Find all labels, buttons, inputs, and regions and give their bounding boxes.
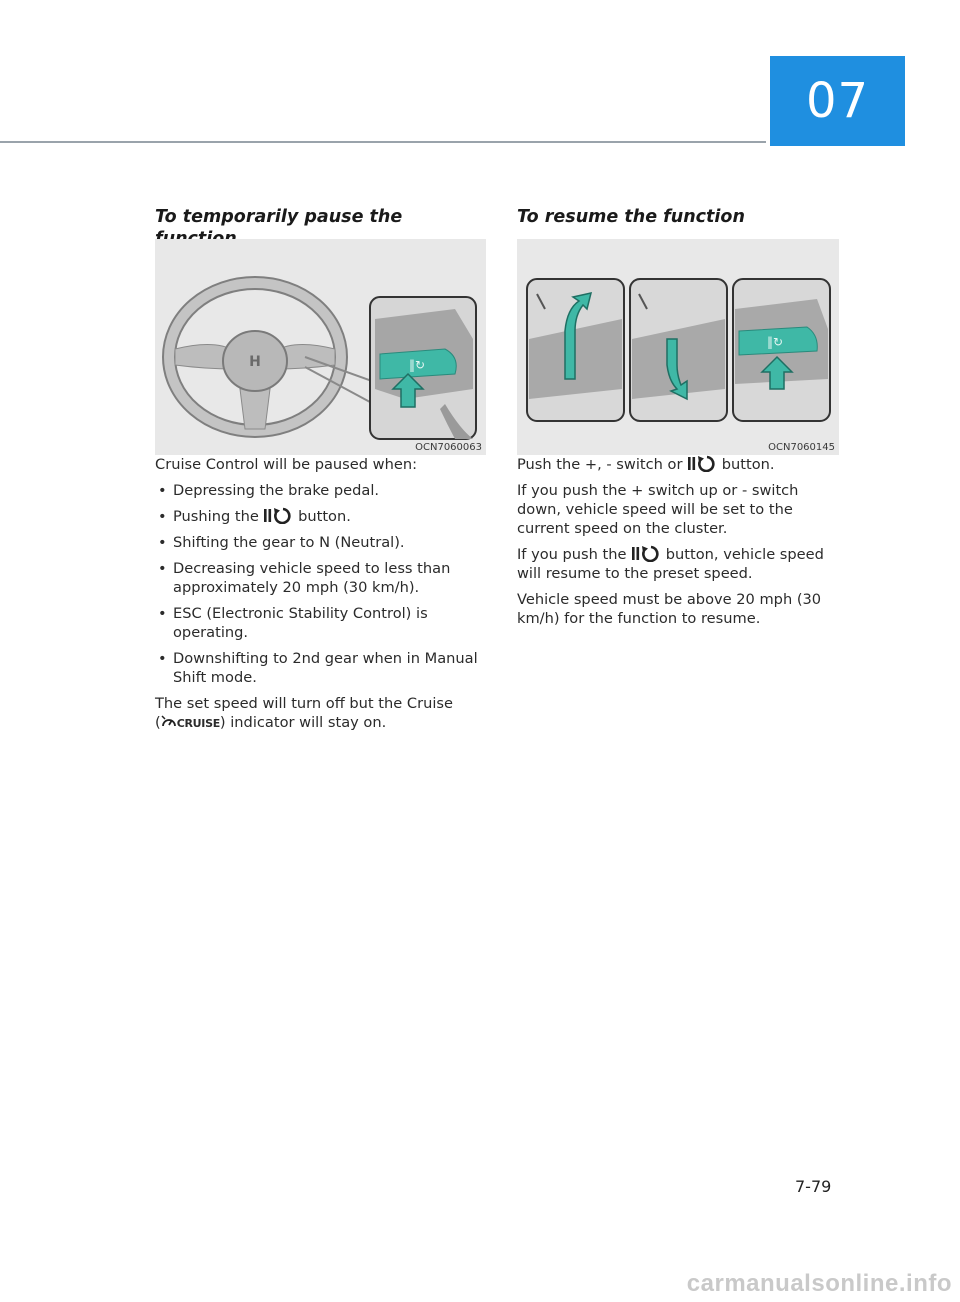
list-item: • Pushing the button. [158, 508, 351, 525]
list-item: • Decreasing vehicle speed to less than approximately 20 mph (30 km/h). [158, 560, 451, 596]
chapter-tab: 07 [770, 56, 905, 146]
list-item: • ESC (Electronic Stability Control) is operating. [158, 605, 428, 641]
figure-steering-wheel [155, 239, 486, 455]
svg-text:‖↻: ‖↻ [766, 335, 784, 349]
section-title-pause: To temporarily pause the [155, 207, 403, 227]
pause-resume-icon [263, 507, 293, 524]
pause-conditions-list [155, 481, 485, 687]
steering-wheel-illustration [155, 239, 486, 455]
intro-text: Cruise Control will be paused when: [155, 456, 417, 473]
resume-paragraph-2: If you push the + switch up or - switch down, vehicle speed will be set to the current speed on the cluster. [517, 482, 799, 537]
list-item: • Downshifting to 2nd gear when in Manual Shift mode. [158, 650, 478, 686]
list-item: • Shifting the gear to N (Neutral). [158, 534, 405, 551]
section-title-resume: To resume the function [517, 207, 745, 227]
right-column [517, 206, 839, 635]
header-rule [0, 141, 766, 143]
pause-resume-icon [687, 455, 717, 472]
resume-paragraph-3: If you push the button, vehicle speed will resume to the preset speed. [517, 546, 824, 582]
svg-text:H: H [249, 354, 261, 370]
watermark: carmanualsonline.info [686, 1270, 952, 1297]
cruise-indicator-icon [161, 714, 177, 730]
resume-paragraph-1: Push the +, - switch or button. [517, 456, 775, 473]
left-column [155, 206, 485, 740]
page-number: 7-79 [795, 1177, 832, 1196]
svg-text:‖↻: ‖↻ [408, 358, 426, 372]
resume-paragraph-4: Vehicle speed must be above 20 mph (30 km/h) for the function to resume. [517, 591, 822, 627]
cruise-indicator-label: CRUISE [176, 717, 220, 730]
figure-switches [517, 239, 839, 455]
list-item: • Depressing the brake pedal. [158, 482, 380, 499]
figure-code: OCN7060145 [768, 442, 835, 453]
pause-resume-icon [631, 545, 661, 562]
figure-code: OCN7060063 [415, 442, 482, 453]
switch-panels-illustration [517, 239, 839, 455]
note-text: The set speed will turn off but the Cruise ( CRUISE) indicator will stay on. [155, 695, 453, 731]
